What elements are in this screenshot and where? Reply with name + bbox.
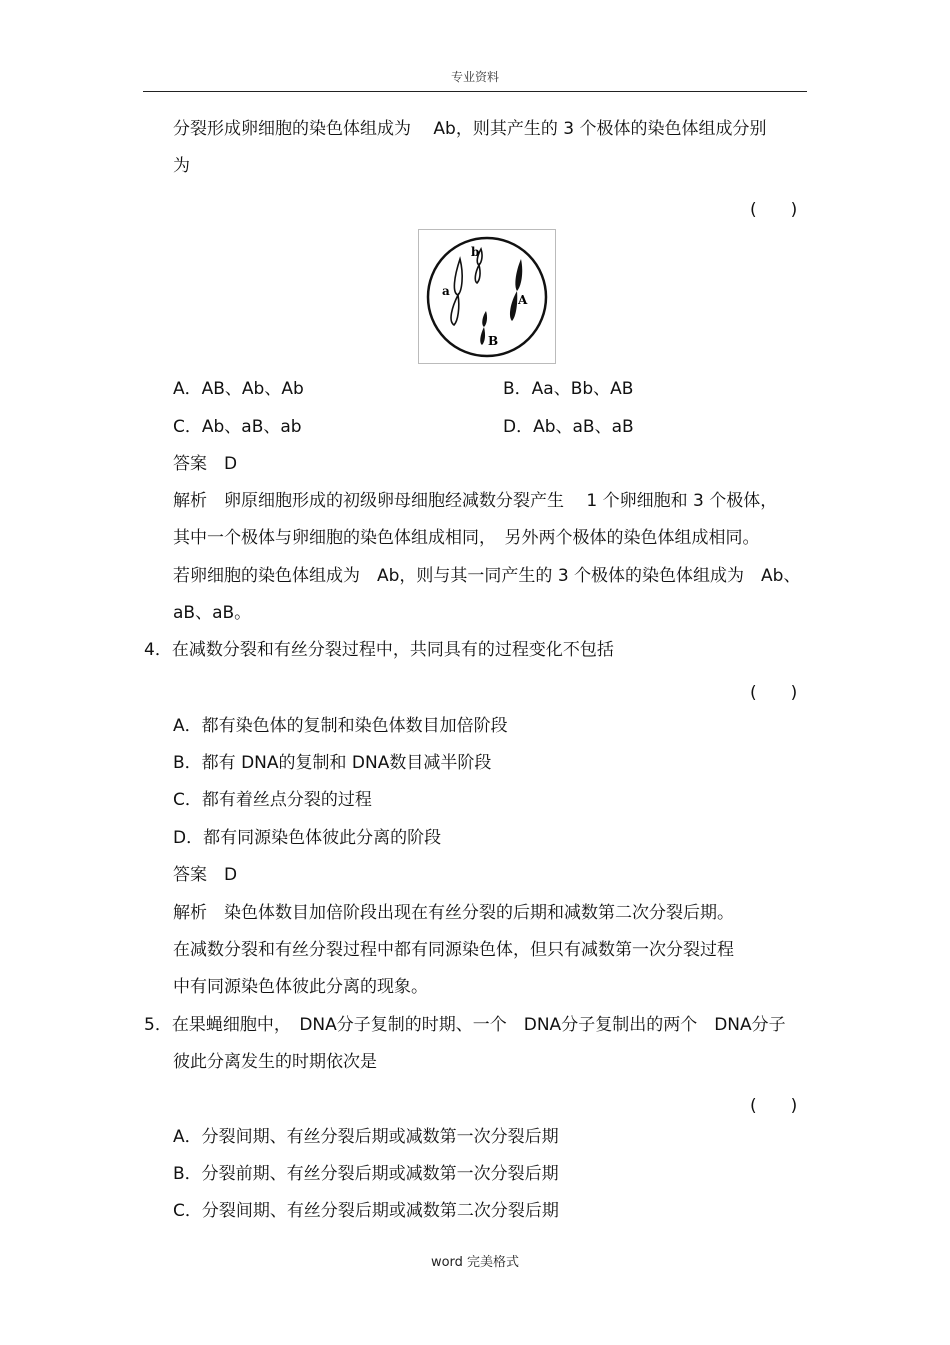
q3-option-a: A．AB、Ab、Ab bbox=[173, 379, 304, 399]
q5-option-a: A．分裂间期、有丝分裂后期或减数第一次分裂后期 bbox=[173, 1127, 559, 1147]
q3-analysis-line4: aB、aB。 bbox=[173, 603, 252, 623]
q3-analysis-line3: 若卵细胞的染色体组成为 Ab，则与其一同产生的 3 个极体的染色体组成为 Ab、 bbox=[173, 566, 801, 586]
cell-diagram bbox=[418, 229, 556, 364]
q4-stem: 4．在减数分裂和有丝分裂过程中，共同具有的过程变化不包括 bbox=[144, 640, 614, 660]
q4-answer: 答案 D bbox=[173, 865, 238, 885]
q4-analysis-line3: 中有同源染色体彼此分离的现象。 bbox=[173, 977, 428, 997]
q3-option-c: C．Ab、aB、ab bbox=[173, 417, 302, 437]
q5-stem-line1: 5．在果蝇细胞中， DNA分子复制的时期、一个 DNA分子复制出的两个 DNA分子 bbox=[144, 1015, 786, 1035]
q5-answer-paren: ( ) bbox=[750, 1096, 798, 1116]
q4-analysis-line1: 解析 染色体数目加倍阶段出现在有丝分裂的后期和减数第二次分裂后期。 bbox=[173, 903, 734, 923]
q3-analysis-line2: 其中一个极体与卵细胞的染色体组成相同， 另外两个极体的染色体组成相同。 bbox=[173, 528, 760, 548]
q4-option-c: C．都有着丝点分裂的过程 bbox=[173, 790, 372, 810]
q4-option-b: B．都有 DNA的复制和 DNA数目减半阶段 bbox=[173, 753, 492, 773]
q5-option-c: C．分裂间期、有丝分裂后期或减数第二次分裂后期 bbox=[173, 1201, 559, 1221]
q3-answer: 答案 D bbox=[173, 454, 238, 474]
label-B: B bbox=[488, 334, 499, 348]
q3-answer-paren: ( ) bbox=[750, 200, 798, 220]
header-rule bbox=[143, 91, 807, 92]
q4-analysis-line2: 在减数分裂和有丝分裂过程中都有同源染色体，但只有减数第一次分裂过程 bbox=[173, 940, 734, 960]
label-a: a bbox=[442, 284, 450, 298]
q4-option-d: D．都有同源染色体彼此分离的阶段 bbox=[173, 828, 442, 848]
q4-option-a: A．都有染色体的复制和染色体数目加倍阶段 bbox=[173, 716, 508, 736]
q3-option-b: B．Aa、Bb、AB bbox=[503, 379, 634, 399]
chromosome-figure bbox=[418, 229, 556, 364]
q3-option-d: D．Ab、aB、aB bbox=[503, 417, 634, 437]
page-header: 专业资料 bbox=[450, 70, 499, 84]
q3-stem-line2: 为 bbox=[173, 156, 190, 176]
label-b: b bbox=[471, 245, 480, 259]
page-footer: word 完美格式 bbox=[430, 1255, 520, 1270]
q5-option-b: B．分裂前期、有丝分裂后期或减数第一次分裂后期 bbox=[173, 1164, 559, 1184]
q4-answer-paren: ( ) bbox=[750, 683, 798, 703]
label-A: A bbox=[518, 293, 528, 307]
q3-stem-line1: 分裂形成卵细胞的染色体组成为 Ab，则其产生的 3 个极体的染色体组成分别 bbox=[173, 119, 767, 139]
q5-stem-line2: 彼此分离发生的时期依次是 bbox=[173, 1052, 377, 1072]
q3-analysis-line1: 解析 卵原细胞形成的初级卵母细胞经减数分裂产生 1 个卵细胞和 3 个极体， bbox=[173, 491, 778, 511]
